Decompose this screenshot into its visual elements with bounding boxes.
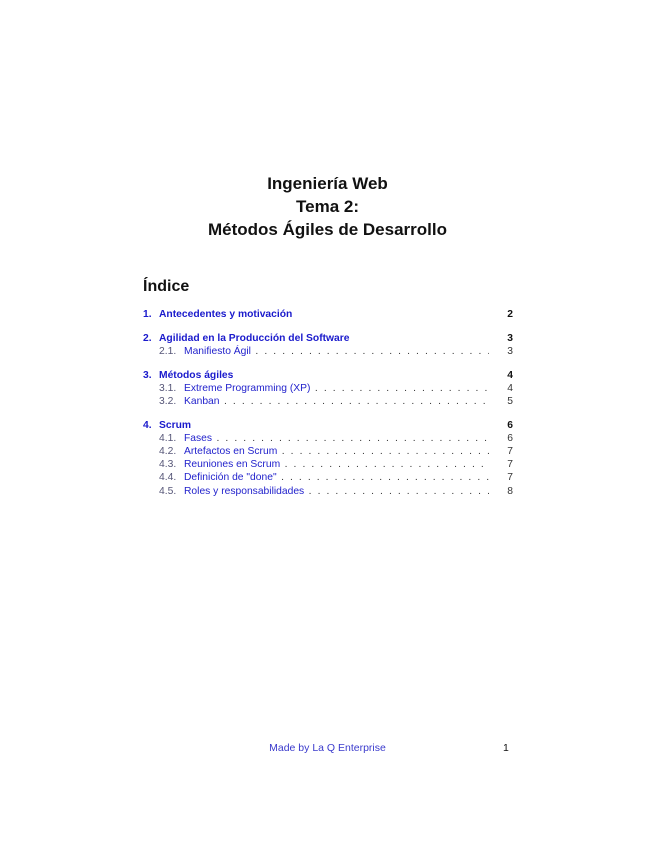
- toc-page: 3: [507, 345, 513, 357]
- toc-link-metodos-agiles[interactable]: [143, 369, 513, 382]
- toc-link-artefactos[interactable]: [143, 445, 513, 458]
- toc-number: 4.4.: [159, 472, 177, 484]
- toc-page: 8: [507, 485, 513, 497]
- toc-link-scrum[interactable]: [143, 419, 513, 432]
- toc-number: 4.2.: [159, 446, 177, 457]
- toc-page: 5: [507, 395, 513, 407]
- toc-heading: Índice: [143, 278, 190, 295]
- toc-label: Definición de "done" . . .: [184, 471, 489, 484]
- toc-link-reuniones[interactable]: [143, 458, 513, 471]
- toc-link-roles[interactable]: [143, 485, 513, 498]
- toc-number: 3.: [143, 369, 152, 381]
- toc-number: 4.3.: [159, 459, 177, 471]
- toc-section: [143, 369, 513, 409]
- toc-label: Roles y responsabilidades . . .: [184, 485, 489, 498]
- toc-label: Reuniones en Scrum . . .: [184, 458, 489, 471]
- toc-label: Scrum: [159, 419, 192, 431]
- toc-label: Manifiesto Ágil . . .: [184, 345, 489, 358]
- toc-label: Extreme Programming (XP) . . .: [184, 382, 489, 395]
- toc-page: 4: [507, 382, 513, 394]
- toc-number: 1.: [143, 309, 152, 320]
- toc-page: 2: [507, 309, 513, 320]
- toc-link-xp[interactable]: [143, 382, 513, 395]
- title-topic-name: Métodos Ágiles de Desarrollo: [208, 220, 447, 239]
- toc-number: 3.2.: [159, 395, 177, 407]
- title-course: Ingeniería Web: [267, 174, 388, 193]
- toc-page: 7: [507, 459, 513, 471]
- toc-number: 4.5.: [159, 485, 177, 497]
- toc-link-antecedentes[interactable]: [143, 308, 513, 321]
- toc-link-manifiesto[interactable]: [143, 345, 513, 358]
- toc-number: 3.1.: [159, 382, 177, 394]
- title-topic-number: Tema 2:: [296, 197, 359, 216]
- toc-link-agilidad[interactable]: [143, 332, 513, 345]
- toc-page: 4: [507, 369, 513, 381]
- toc-number: 4.: [143, 419, 152, 431]
- toc-label: Fases . . .: [184, 432, 489, 445]
- page-number: 1: [503, 742, 509, 754]
- toc-number: 4.1.: [159, 432, 177, 444]
- toc-page: 7: [507, 446, 513, 457]
- toc-label: Artefactos en Scrum . . .: [184, 445, 489, 458]
- toc-label: Agilidad en la Producción del Software: [159, 332, 350, 344]
- footer-credit-link[interactable]: Made by La Q Enterprise: [269, 742, 386, 754]
- toc-page: 3: [507, 332, 513, 344]
- toc-section: [143, 419, 513, 498]
- toc-label: Kanban . . .: [184, 395, 489, 408]
- toc-number: 2.: [143, 332, 152, 344]
- toc-section: [143, 308, 513, 321]
- toc-number: 2.1.: [159, 345, 177, 357]
- toc-link-definicion-done[interactable]: [143, 471, 513, 484]
- document-title: [0, 172, 655, 241]
- toc-link-fases[interactable]: [143, 432, 513, 445]
- toc-section: [143, 332, 513, 358]
- toc-link-kanban[interactable]: [143, 395, 513, 408]
- toc-label: Antecedentes y motivación: [159, 309, 293, 320]
- toc-page: 6: [507, 419, 513, 431]
- toc-page: 6: [507, 432, 513, 444]
- toc-page: 7: [507, 472, 513, 484]
- toc-label: Métodos ágiles: [159, 369, 234, 381]
- table-of-contents: [143, 308, 513, 508]
